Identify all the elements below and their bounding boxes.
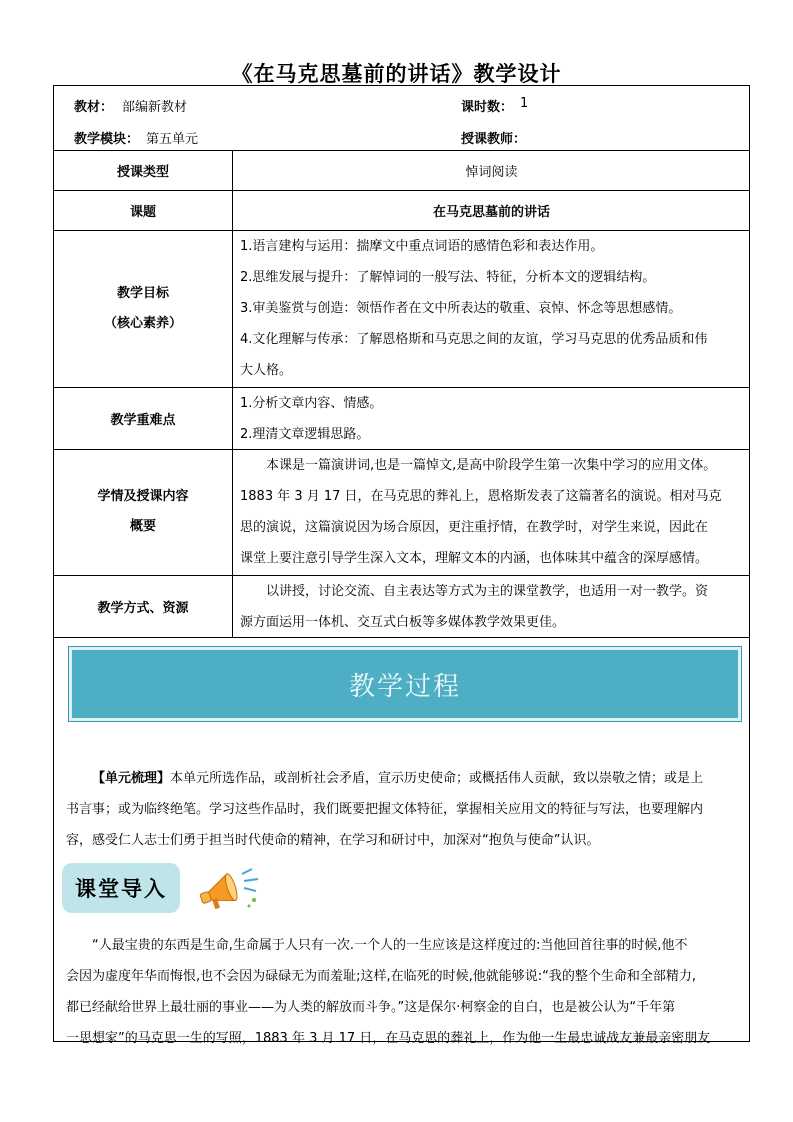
unit-summary-text: 本单元所选作品，或剖析社会矛盾，宣示历史使命；或概括伟人贡献，致以崇敬之情；或是上 [170, 771, 704, 786]
intro-line: 会因为虚度年华而悔恨,也不会因为碌碌无为而羞耻;这样,在临死的时候,他就能够说:“我的整个生命和全部精力, [66, 969, 697, 984]
overview-line: 课堂上要注意引导学生深入文本，理解文本的内涵，也体味其中蕴含的深厚感情。 [240, 551, 709, 566]
teaching-process-banner [68, 646, 742, 722]
goal-item: 1.语言建构与运用：揣摩文中重点词语的感情色彩和表达作用。 [240, 239, 604, 254]
teacher-label: 授课教师： [461, 132, 527, 147]
overview-line: 思的演说，这篇演说因为场合原因，更注重抒情，在教学时，对学生来说，因此在 [240, 520, 709, 535]
method-line: 源方面运用一体机、交互式白板等多媒体教学效果更佳。 [240, 615, 566, 630]
key-points-list [240, 388, 745, 450]
lesson-plan-table [53, 85, 750, 1046]
goals-list [240, 231, 745, 386]
unit-summary-line: 书言事；或为临终绝笔。学习这些作品时，我们既要把握文体特征，掌握相关应用文的特征与写法，也要理解内 [66, 802, 704, 817]
intro-text [66, 930, 742, 1054]
material-label: 教材： [74, 100, 114, 115]
banner-title: 教学过程 [348, 671, 461, 702]
goal-item: 4.文化理解与传承：了解恩格斯和马克思之间的友谊，学习马克思的优秀品质和伟 [240, 332, 708, 347]
intro-line: 一思想家”的马克思一生的写照，1883 年 3 月 17 日，在马克思的葬礼上，作为他一生最忠诚战友兼最亲密朋友 [66, 1031, 711, 1046]
module-value: 第五单元 [146, 132, 199, 147]
goal-item: 大人格。 [240, 363, 293, 378]
overview-label-line: 概要 [129, 519, 156, 534]
method-text [240, 576, 745, 638]
type-value: 悼词阅读 [465, 164, 518, 180]
method-line: 以讲授，讨论交流、自主表达等方式为主的课堂教学，也适用一对一教学。资 [266, 584, 709, 599]
method-label: 教学方式、资源 [97, 600, 189, 616]
intro-line: 都已经献给世界上最壮丽的事业——为人类的解放而斗争。”这是保尔·柯察金的自白，也是被公认为“千年第 [66, 1000, 676, 1015]
goal-item: 2.思维发展与提升：了解悼词的一般写法、特征，分析本文的逻辑结构。 [240, 270, 656, 285]
intro-line: “人最宝贵的东西是生命,生命属于人只有一次.一个人的一生应该是这样度过的:当他回首往事的时候,他不 [92, 938, 688, 953]
overview-text [240, 450, 745, 574]
overview-label [54, 449, 232, 575]
overview-line: 本课是一篇演讲词,也是一篇悼文,是高中阶段学生第一次集中学习的应用文体。 [266, 458, 717, 473]
hours-label: 课时数： [461, 100, 514, 115]
goal-item: 3.审美鉴赏与创造：领悟作者在文中所表达的敬重、哀悼、怀念等思想感情。 [240, 301, 682, 316]
unit-summary-line: 容，感受仁人志士们勇于担当时代使命的精神，在学习和研讨中，加深对“抱负与使命”认识。 [66, 833, 600, 848]
unit-summary-line [66, 763, 742, 794]
type-label: 授课类型 [116, 164, 169, 180]
goals-label-line: （核心素养） [103, 315, 182, 331]
key-point-item: 2.理清文章逻辑思路。 [240, 427, 370, 442]
overview-line: 1883 年 3 月 17 日，在马克思的葬礼上，恩格斯发表了这篇著名的演说。相对马克 [240, 489, 722, 504]
unit-summary [66, 763, 742, 856]
overview-label-line: 学情及授课内容 [97, 489, 189, 504]
goals-label-line: 教学目标 [116, 285, 169, 301]
goals-label [54, 230, 232, 387]
material-value: 部编新教材 [122, 100, 188, 115]
megaphone-icon [194, 866, 264, 914]
classroom-intro-badge: 课堂导入 [62, 863, 180, 913]
hours-value: 1 [520, 96, 529, 111]
key-points-label: 教学重难点 [110, 412, 176, 428]
key-point-item: 1.分析文章内容、情感。 [240, 396, 383, 411]
unit-summary-tag: 【单元梳理】 [92, 771, 171, 786]
topic-label: 课题 [129, 204, 156, 220]
topic-value: 在马克思墓前的讲话 [432, 204, 550, 220]
document-title: 《在马克思墓前的讲话》教学设计 [231, 61, 562, 86]
module-label: 教学模块： [74, 132, 140, 147]
